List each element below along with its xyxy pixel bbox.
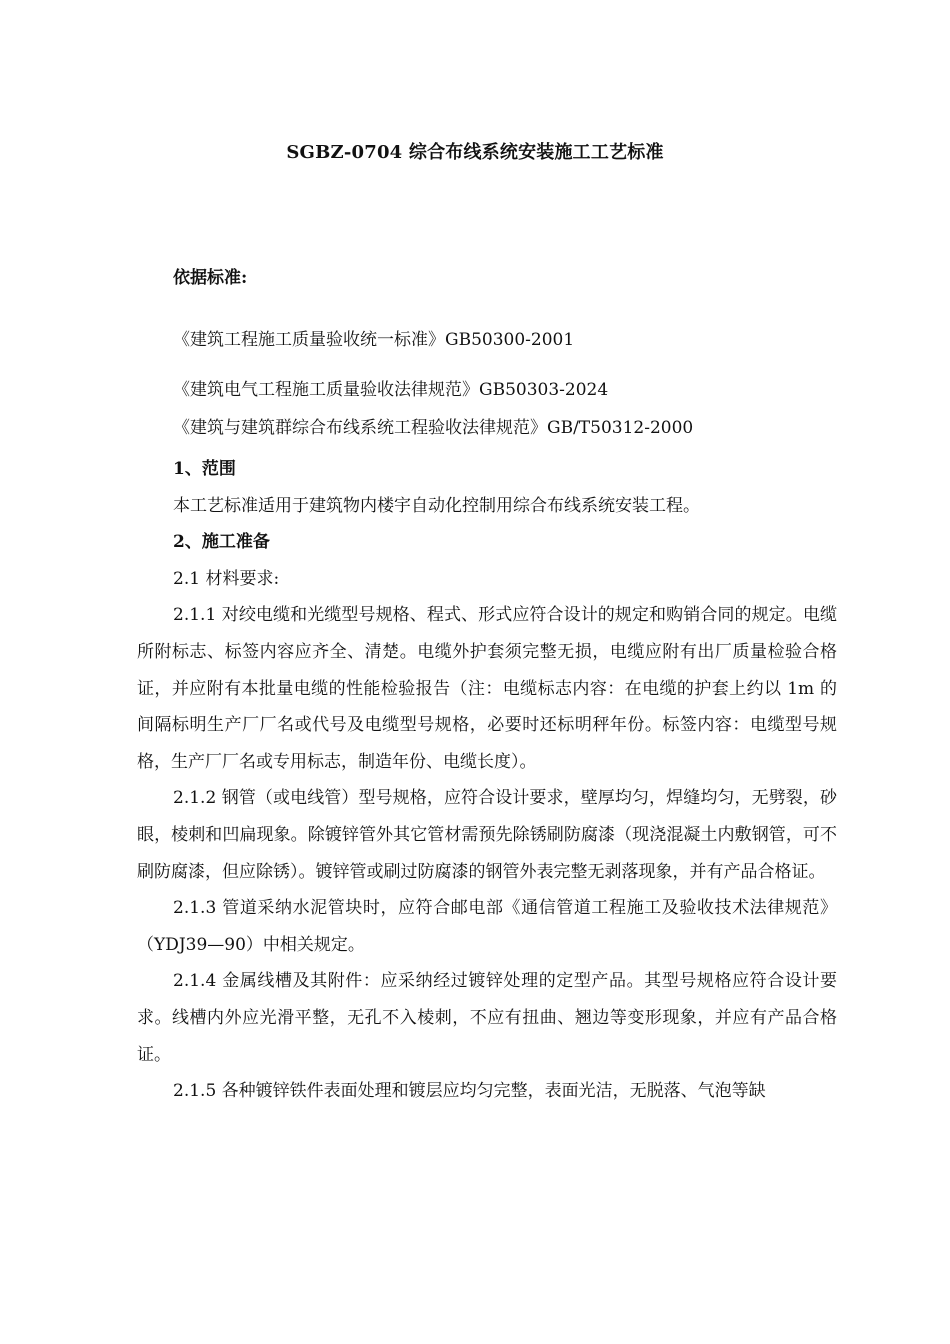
paragraph-2-1-5: 2.1.5 各种镀锌铁件表面处理和镀层应均匀完整，表面光洁，无脱落、气泡等缺 [173,1081,766,1102]
reference-item: 《建筑工程施工质量验收统一标准》GB50300-2001 [173,330,575,350]
document-title: SGBZ-0704 综合布线系统安装施工工艺标准 [286,142,664,163]
paragraph-2-1-1: 2.1.1 对绞电缆和光缆型号规格、程式、形式应符合设计的规定和购销合同的规定。电缆所附标志、标签内容应齐全、清楚。电缆外护套须完整无损，电缆应附有出厂质量检验合格证，并应附有本批量电缆的性能检验报告（注：电缆标志内容：在电缆的护套上约以 1m 的间隔标明生产厂厂名或代号及电缆型号规格，必要时还标明秤年份。标签内容：电缆型号规格，生产厂厂名或专用标志，制造年份、电缆长度）。 [137,605,837,772]
paragraph-2-1-3: 2.1.3 管道采纳水泥管块时，应符合邮电部《通信管道工程施工及验收技术法律规范》（YDJ39—90）中相关规定。 [137,898,837,955]
reference-item: 《建筑电气工程施工质量验收法律规范》GB50303-2024 [173,380,609,400]
document-body [137,451,837,1110]
reference-item: 《建筑与建筑群综合布线系统工程验收法律规范》GB/T50312-2000 [173,418,694,438]
scope-paragraph: 本工艺标准适用于建筑物内楼宇自动化控制用综合布线系统安装工程。 [173,495,700,516]
material-requirements-heading: 2.1 材料要求: [173,568,280,589]
section-heading-scope: 1、范围 [173,459,236,479]
paragraph-2-1-4: 2.1.4 金属线槽及其附件：应采纳经过镀锌处理的定型产品。其型号规格应符合设计要求。线槽内外应光滑平整，无孔不入棱刺，不应有扭曲、翘边等变形现象，并应有产品合格证。 [137,971,837,1065]
paragraph-2-1-2: 2.1.2 钢管（或电线管）型号规格，应符合设计要求，壁厚均匀，焊缝均匀，无劈裂，砂眼，棱刺和凹扁现象。除镀锌管外其它管材需预先除锈刷防腐漆（现浇混凝土内敷钢管，可不刷防腐漆，但应除锈）。镀锌管或刷过防腐漆的钢管外表完整无剥落现象，并有产品合格证。 [137,788,837,882]
section-heading-preparation: 2、施工准备 [173,532,270,553]
basis-heading: 依据标准: [173,268,248,288]
